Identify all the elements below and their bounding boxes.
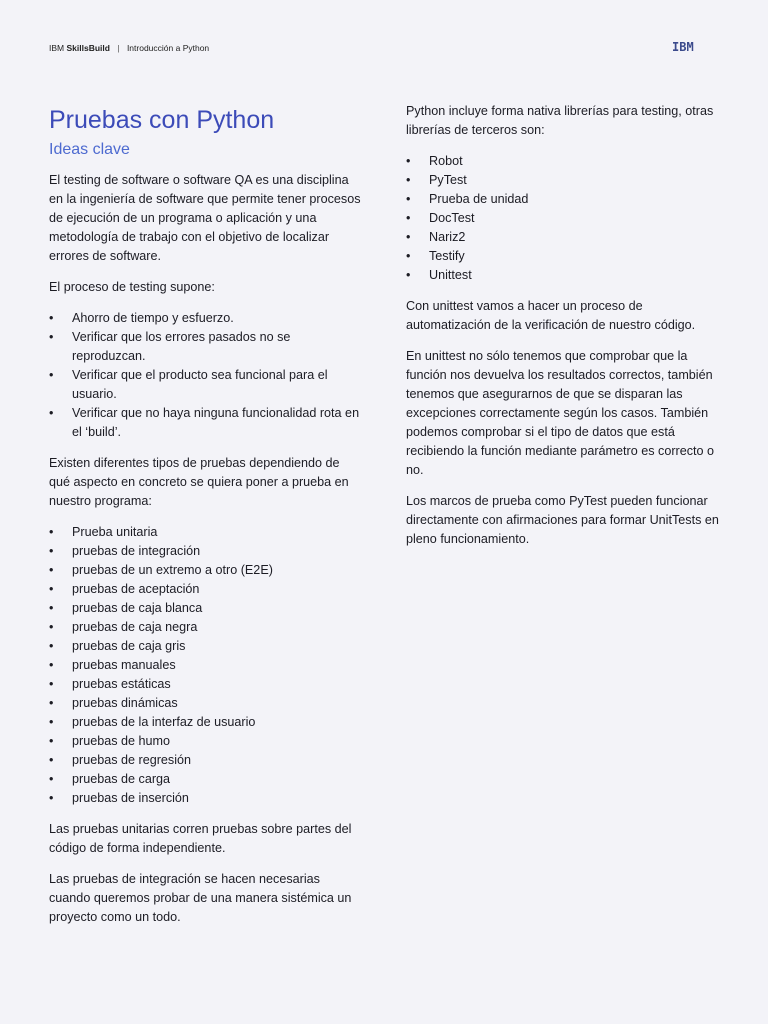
page-title: Pruebas con Python — [49, 106, 275, 134]
list-item: • Robot — [406, 152, 724, 171]
list-item: • pruebas de aceptación — [49, 580, 364, 599]
ibm-logo: IBM — [672, 40, 694, 54]
unittest-detail-paragraph: En unittest no sólo tenemos que comprobar que la función nos devuelva los resultados correctos, también tenemos que asegurarnos de que se disparan las excepciones correctamente según los casos. También podemos comprobar si el tipo de datos que está recibiendo la función mediante parámetro es correcto o no. — [406, 349, 715, 477]
list-item: • pruebas de integración — [49, 542, 364, 561]
list-item: • Testify — [406, 247, 724, 266]
page-subtitle: Ideas clave — [49, 141, 130, 158]
list-item: • pruebas de un extremo a otro (E2E) — [49, 561, 364, 580]
unit-tests-paragraph: Las pruebas unitarias corren pruebas sobre partes del código de forma independiente. — [49, 822, 352, 855]
list-item: • pruebas de inserción — [49, 789, 364, 808]
list-item: • PyTest — [406, 171, 724, 190]
unittest-paragraph: Con unittest vamos a hacer un proceso de automatización de la verificación de nuestro código. — [406, 299, 696, 332]
libs-intro: Python incluye forma nativa librerías para testing, otras librerías de terceros son: — [406, 104, 714, 137]
right-column — [406, 100, 724, 561]
brand-name: SkillsBuild — [66, 43, 110, 53]
list-item: • Prueba unitaria — [49, 523, 364, 542]
page-header — [49, 43, 209, 53]
header-separator: | — [117, 43, 120, 53]
list-item: • pruebas de la interfaz de usuario — [49, 713, 364, 732]
list-item: • pruebas de carga — [49, 770, 364, 789]
process-intro: El proceso de testing supone: — [49, 280, 215, 294]
list-item: • pruebas estáticas — [49, 675, 364, 694]
list-item: • pruebas de regresión — [49, 751, 364, 770]
list-item: • Prueba de unidad — [406, 190, 724, 209]
list-item: • DocTest — [406, 209, 724, 228]
list-item: • Verificar que los errores pasados no se reproduzcan. — [49, 328, 364, 366]
intro-paragraph: El testing de software o software QA es una disciplina en la ingeniería de software que permite tener procesos de ejecución de un programa o aplicación y una metodología de trabajo con el objetivo de localizar errores de software. — [49, 173, 361, 263]
left-column — [49, 100, 364, 939]
list-item: • pruebas de caja negra — [49, 618, 364, 637]
course-name: Introducción a Python — [126, 43, 210, 53]
list-item: • pruebas de caja gris — [49, 637, 364, 656]
list-item: • Verificar que el producto sea funcional para el usuario. — [49, 366, 364, 404]
brand-prefix: IBM — [49, 43, 65, 53]
list-item: • pruebas dinámicas — [49, 694, 364, 713]
integration-tests-paragraph: Las pruebas de integración se hacen necesarias cuando queremos probar de una manera sistémica un proyecto como un todo. — [49, 872, 352, 924]
list-item: • pruebas manuales — [49, 656, 364, 675]
list-item: • pruebas de caja blanca — [49, 599, 364, 618]
test-types-list — [49, 523, 364, 808]
list-item: • Ahorro de tiempo y esfuerzo. — [49, 309, 364, 328]
list-item: • Nariz2 — [406, 228, 724, 247]
list-item: • pruebas de humo — [49, 732, 364, 751]
libraries-list — [406, 152, 724, 285]
list-item: • Verificar que no haya ninguna funcionalidad rota en el ‘build’. — [49, 404, 364, 442]
list-item: • Unittest — [406, 266, 724, 285]
types-intro: Existen diferentes tipos de pruebas dependiendo de qué aspecto en concreto se quiera poner a prueba en nuestro programa: — [49, 456, 349, 508]
frameworks-paragraph: Los marcos de prueba como PyTest pueden funcionar directamente con afirmaciones para formar UnitTests en pleno funcionamiento. — [406, 494, 719, 546]
process-list — [49, 309, 364, 442]
